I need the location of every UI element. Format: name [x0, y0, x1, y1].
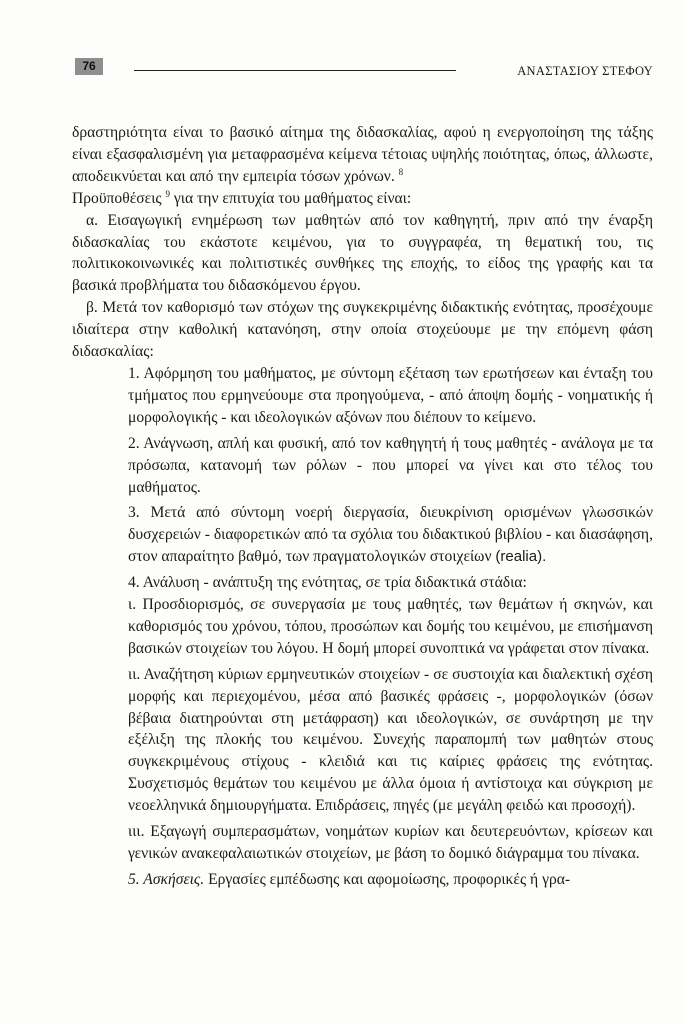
stage-iii: ιιι. Εξαγωγή συμπερασμάτων, νοημάτων κυρίων και δευτερευόντων, κρίσεων και γενικών ανακεφαλαιωτικών στοιχείων, με βάση το δομικό διάγραμμα του πίνακα. [128, 823, 653, 862]
list-item-5: 5. Ασκήσεις. Εργασίες εμπέδωσης και αφομοίωσης, προφορικές ή γρα- [128, 870, 571, 888]
page-body [72, 122, 653, 891]
list-item-1: 1. Αφόρμηση του μαθήματος, με σύντομη εξέταση των ερωτήσεων και ένταξη του τμήματος που ερμηνεύουμε στα προηγούμενα, - από άποψη δομής - νοηματικής ή μορφολογικής - και ιδεολογικών αξόνων που διέπουν το κείμενο. [128, 364, 653, 426]
exercises-heading: 5. Ασκήσεις. [128, 870, 205, 888]
list-item-4: 4. Ανάλυση - ανάπτυξη της ενότητας, σε τρία διδακτικά στάδια: [128, 574, 527, 592]
footnote-ref: 8 [398, 166, 404, 177]
page-number: 76 [75, 58, 103, 75]
paragraph-b: β. Μετά τον καθορισμό των στόχων της συγκεκριμένης διδακτικής ενότητας, προσέχουμε ιδιαίτερα στην καθολική κατανόηση, στην οποία στοχεύουμε με την επόμενη φάση διδασκαλίας: [72, 299, 653, 361]
running-title: ΑΝΑΣΤΑΣΙΟΥ ΣΤΕΦΟΥ [517, 64, 653, 78]
list-item-2: 2. Ανάγνωση, απλή και φυσική, από τον καθηγητή ή τους μαθητές - ανάλογα με τα πρόσωπα, κατανομή των ρόλων - που μπορεί να γίνει και στο τέλος του μαθήματος. [128, 434, 653, 496]
paragraph-prerequisites: Προϋποθέσεις $^9$ για την επιτυχία του μαθήματος είναι: [72, 188, 412, 207]
paragraph-continuation: δραστηριότητα είναι το βασικό αίτημα της διδασκαλίας, αφού η ενεργοποίηση της τάξης είναι εξασφαλισμένη για μεταφρασμένα κείμενα τέτοιας υψηλής ποιότητας, όπως, άλλωστε, αποδεικνύεται και από την εμπειρία τόσων χρόνων. $^8$ [72, 124, 653, 185]
stage-ii: ιι. Αναζήτηση κύριων ερμηνευτικών στοιχείων - σε συστοιχία και διαλεκτική σχέση μορφής και περιεχομένου, μέσα από βασικές φράσεις -, μορφολογικών (όσων βέβαια διατηρούνται στη μετάφραση) και ιδεολογικών, σε συνάρτηση με την εξέλιξη της πλοκής του κειμένου. Συνεχής παραπομπή των μαθητών στους συγκεκριμένους στίχους - κλειδιά και τις καίριες φράσεις της ενότητας. Συσχετισμός θεμάτων του κειμένου με άλλα όμοια ή αντίστοιχα και σύγκριση με νεοελληνικά δημιουργήματα. Επιδράσεις, πηγές (με μεγάλη φειδώ και προσοχή). [128, 665, 653, 815]
footnote-ref: 9 [165, 188, 170, 199]
stage-i: ι. Προσδιορισμός, σε συνεργασία με τους μαθητές, των θεμάτων ή σκηνών, και καθορισμός του χρόνου, τόπου, προσώπων και δομής του κειμένου, με επισήμανση βασικών στοιχείων του λόγου. Η δομή μπορεί συνοπτικά να γράφεται στον πίνακα. [128, 596, 653, 657]
paragraph-a: α. Εισαγωγική ενημέρωση των μαθητών από τον καθηγητή, πριν από την έναρξη διδασκαλίας του εκάστοτε κειμένου, για το συγγραφέα, τη θεματική του, τις πολιτικοκοινωνικές και πολιτιστικές συνθήκες της εποχής, το είδος της γραφής και τα βασικά προβλήματα του διδασκόμενου έργου. [72, 211, 653, 295]
list-item-3: 3. Μετά από σύντομη νοερή διεργασία, διευκρίνιση ορισμένων γλωσσικών δυσχερειών - διαφορετικών από τα σχόλια του διδακτικού βιβλίου - και διασάφηση, στον απαραίτητο βαθμό, των πραγματολογικών στοιχείων (realia). [128, 504, 653, 566]
realia-term: (realia). [495, 548, 547, 566]
